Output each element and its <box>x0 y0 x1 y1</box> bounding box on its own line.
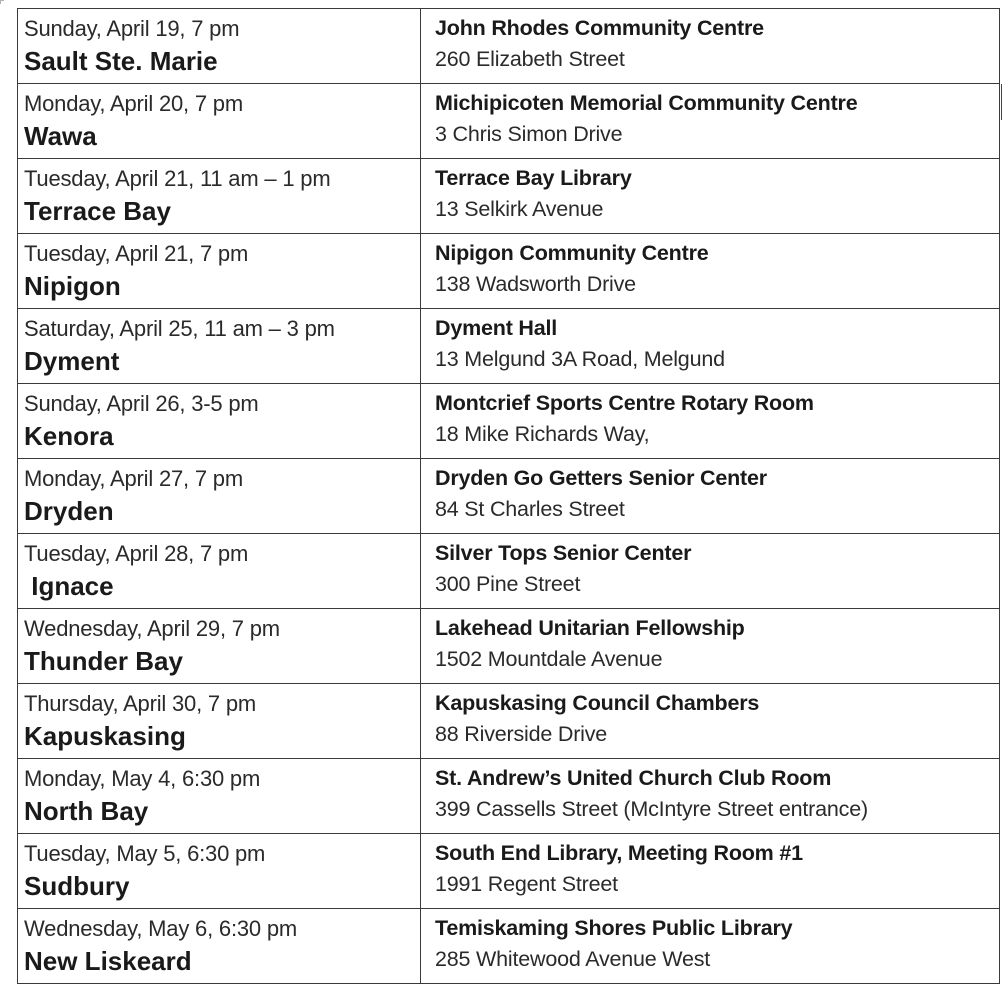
schedule-body <box>18 9 1000 984</box>
venue-cell <box>421 384 1000 459</box>
date-city-cell <box>18 84 421 159</box>
meeting-city: North Bay <box>24 796 149 826</box>
venue-name: John Rhodes Community Centre <box>435 16 764 40</box>
venue-address: 1991 Regent Street <box>435 872 618 896</box>
venue-name: Montcrief Sports Centre Rotary Room <box>435 391 814 415</box>
table-row <box>18 909 1000 984</box>
venue-cell <box>421 609 1000 684</box>
venue-cell <box>421 309 1000 384</box>
venue-cell <box>421 534 1000 609</box>
meeting-date: Tuesday, May 5, 6:30 pm <box>24 841 266 866</box>
meeting-date: Wednesday, April 29, 7 pm <box>24 616 280 641</box>
venue-cell <box>421 9 1000 84</box>
date-city-cell <box>18 159 421 234</box>
venue-name: Nipigon Community Centre <box>435 241 709 265</box>
venue-address: 138 Wadsworth Drive <box>435 272 636 296</box>
venue-address: 18 Mike Richards Way, <box>435 422 650 446</box>
venue-name: Dyment Hall <box>435 316 558 340</box>
venue-address: 285 Whitewood Avenue West <box>435 947 711 971</box>
meeting-city: Sudbury <box>24 871 130 901</box>
venue-name: Temiskaming Shores Public Library <box>435 916 793 940</box>
venue-address: 84 St Charles Street <box>435 497 625 521</box>
venue-cell <box>421 84 1000 159</box>
meeting-date: Monday, April 20, 7 pm <box>24 91 243 116</box>
table-row <box>18 609 1000 684</box>
venue-cell <box>421 684 1000 759</box>
venue-name: Kapuskasing Council Chambers <box>435 691 760 715</box>
venue-cell <box>421 459 1000 534</box>
venue-cell <box>421 909 1000 984</box>
venue-name: Lakehead Unitarian Fellowship <box>435 616 745 640</box>
table-row <box>18 834 1000 909</box>
table-row <box>18 534 1000 609</box>
date-city-cell <box>18 534 421 609</box>
venue-name: Terrace Bay Library <box>435 166 632 190</box>
venue-address: 13 Selkirk Avenue <box>435 197 604 221</box>
table-row <box>18 9 1000 84</box>
venue-cell <box>421 234 1000 309</box>
date-city-cell <box>18 909 421 984</box>
table-row <box>18 159 1000 234</box>
meeting-schedule-table <box>17 8 1000 984</box>
date-city-cell <box>18 309 421 384</box>
meeting-date: Tuesday, April 21, 7 pm <box>24 241 249 266</box>
venue-address: 13 Melgund 3A Road, Melgund <box>435 347 725 371</box>
table-row <box>18 384 1000 459</box>
venue-address: 1502 Mountdale Avenue <box>435 647 663 671</box>
meeting-date: Thursday, April 30, 7 pm <box>24 691 257 716</box>
table-row <box>18 309 1000 384</box>
meeting-city: Wawa <box>24 121 97 151</box>
meeting-date: Saturday, April 25, 11 am – 3 pm <box>24 316 335 341</box>
meeting-date: Tuesday, April 21, 11 am – 1 pm <box>24 166 331 191</box>
meeting-city: Terrace Bay <box>24 196 171 226</box>
venue-address: 300 Pine Street <box>435 572 581 596</box>
venue-name: Silver Tops Senior Center <box>435 541 692 565</box>
table-row <box>18 459 1000 534</box>
meeting-date: Monday, May 4, 6:30 pm <box>24 766 261 791</box>
date-city-cell <box>18 459 421 534</box>
date-city-cell <box>18 834 421 909</box>
text-cursor <box>1001 84 1002 120</box>
venue-name: Michipicoten Memorial Community Centre <box>435 91 858 115</box>
date-city-cell <box>18 384 421 459</box>
meeting-city: Dryden <box>24 496 114 526</box>
meeting-date: Monday, April 27, 7 pm <box>24 466 243 491</box>
corner-crop-mark <box>0 0 4 4</box>
venue-name: Dryden Go Getters Senior Center <box>435 466 767 490</box>
venue-cell <box>421 834 1000 909</box>
date-city-cell <box>18 609 421 684</box>
venue-cell <box>421 759 1000 834</box>
venue-address: 3 Chris Simon Drive <box>435 122 623 146</box>
meeting-city: Sault Ste. Marie <box>24 46 218 76</box>
meeting-date: Sunday, April 26, 3-5 pm <box>24 391 259 416</box>
date-city-cell <box>18 684 421 759</box>
venue-address: 399 Cassells Street (McIntyre Street entrance) <box>435 797 868 821</box>
venue-name: South End Library, Meeting Room #1 <box>435 841 803 865</box>
meeting-city: Nipigon <box>24 271 121 301</box>
date-city-cell <box>18 759 421 834</box>
venue-address: 88 Riverside Drive <box>435 722 608 746</box>
meeting-date: Tuesday, April 28, 7 pm <box>24 541 249 566</box>
venue-cell <box>421 159 1000 234</box>
meeting-city: Kenora <box>24 421 114 451</box>
meeting-date: Sunday, April 19, 7 pm <box>24 16 240 41</box>
date-city-cell <box>18 9 421 84</box>
table-row <box>18 84 1000 159</box>
table-row <box>18 759 1000 834</box>
venue-name: St. Andrew’s United Church Club Room <box>435 766 832 790</box>
date-city-cell <box>18 234 421 309</box>
meeting-city: Thunder Bay <box>24 646 183 676</box>
meeting-city: Dyment <box>24 346 120 376</box>
table-row <box>18 234 1000 309</box>
venue-address: 260 Elizabeth Street <box>435 47 625 71</box>
meeting-date: Wednesday, May 6, 6:30 pm <box>24 916 297 941</box>
meeting-city: Ignace <box>24 571 114 601</box>
meeting-city: New Liskeard <box>24 946 192 976</box>
table-row <box>18 684 1000 759</box>
meeting-city: Kapuskasing <box>24 721 186 751</box>
